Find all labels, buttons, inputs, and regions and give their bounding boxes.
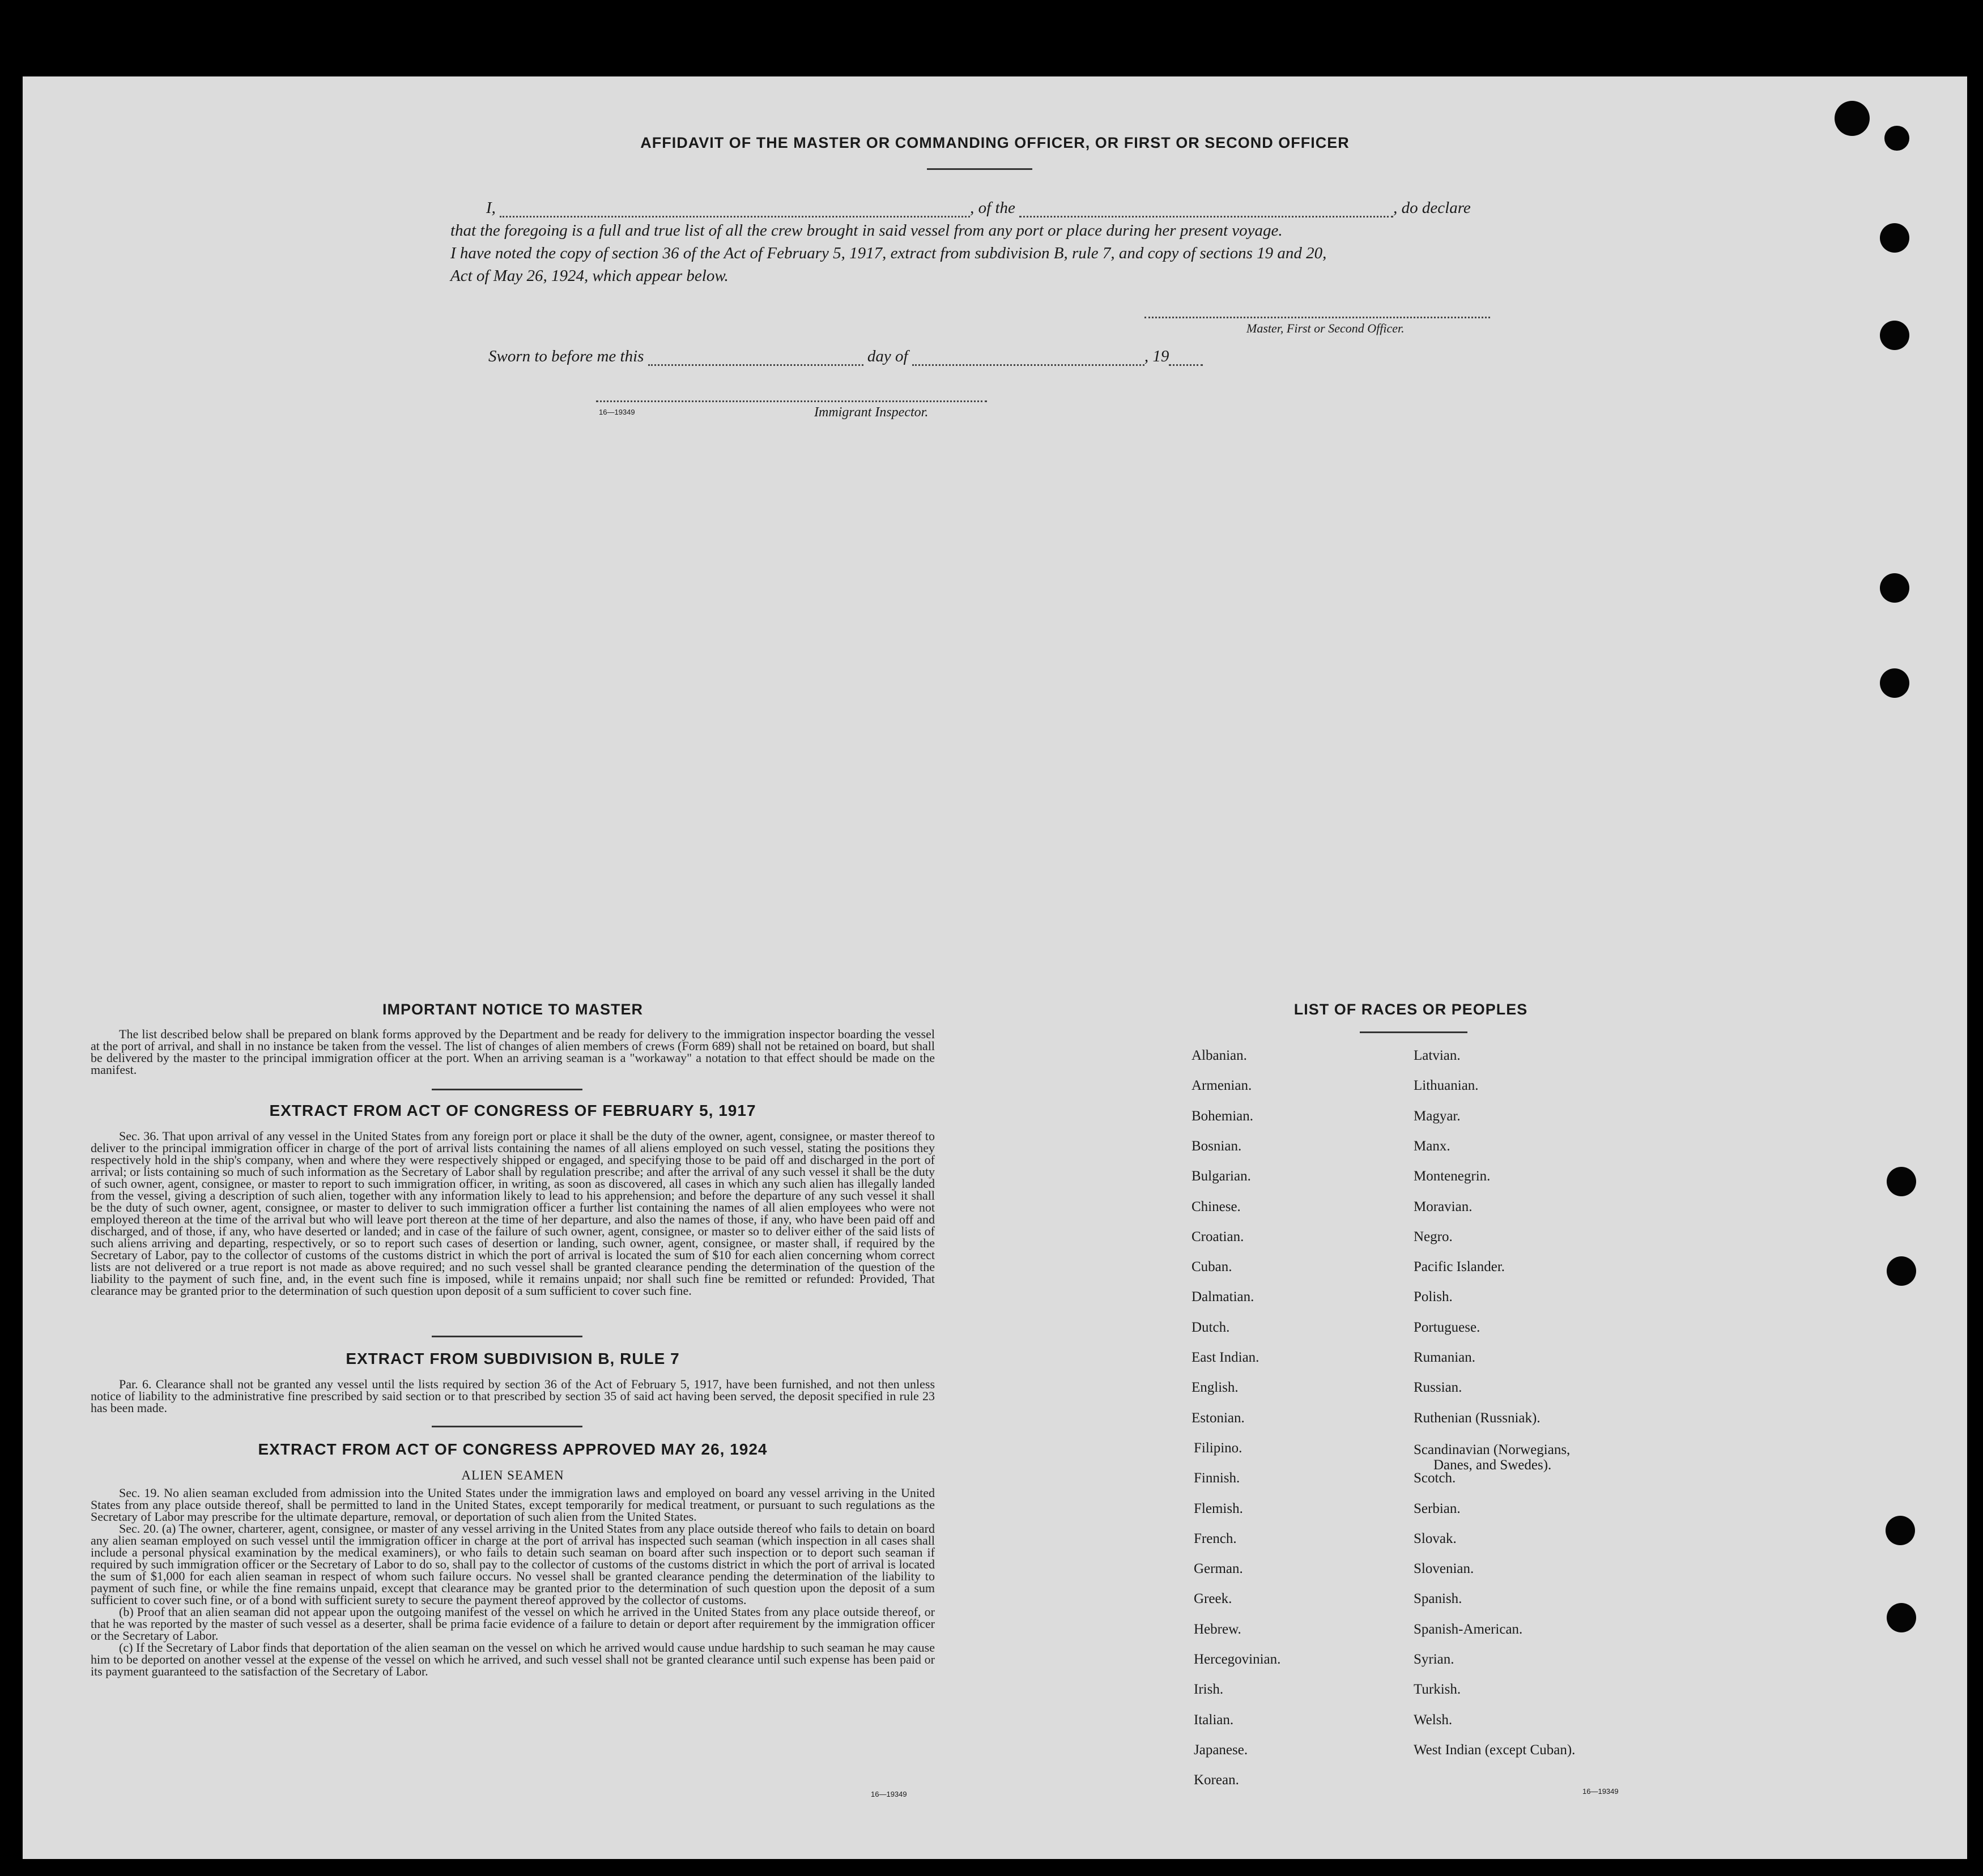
race-item: Albanian. <box>1191 1048 1247 1063</box>
extract-1924-subtitle: ALIEN SEAMEN <box>461 1468 564 1482</box>
race-item: Spanish. <box>1414 1591 1462 1607</box>
vessel-blank <box>1019 216 1393 218</box>
race-item: Armenian. <box>1191 1078 1252 1094</box>
race-item: Russian. <box>1414 1380 1462 1396</box>
race-item: Slovenian. <box>1414 1561 1474 1577</box>
extract-1924-text: Sec. 19. No alien seaman excluded from admission into the United States under the immigration laws and employed on board any vessel arriving in the United States from any place outside thereof, shall be permitted to land in the United States, except temporarily for medical treatment, or pursuant to such regulations as the Secretary of Labor may prescribe for the ultimate departure, removal, or deportation of such alien from the United States. Sec. 20. (a) The owner, charterer, agent, consignee, or master of any vessel arriving in the United States from any place outside thereof who fails to detain on board any alien seaman employed on such vessel until the immigration officer in charge at the port of arrival has inspected such seaman (which inspection in all cases shall include a personal physical examination by the medical examiners), or who fails to detain such seaman on board after such inspection or to deport such seaman if required by such immigration officer or the Secretary of Labor to do so, shall pay to the collector of customs of the customs district in which the port of arrival is located the sum of $1,000 for each alien seaman in respect of whom such failure occurs. No vessel shall be granted clearance pending the determination of the liability to payment of such fine, or while the fine remains unpaid, except that clearance may be granted prior to the determination of such question upon the deposit of a sum sufficient to cover such fine, or of a bond with sufficient surety to secure the payment thereof approved by the collector of customs. (b) Proof that an alien seaman did not appear upon the outgoing manifest of the vessel on which he arrived in the United States from any place outside thereof, or that he was reported by the master of such vessel as a deserter, shall be prima facie evidence of a failure to detain or deport after requirement by the immigration officer or the Secretary of Labor. (c) If the Secretary of Labor finds that deportation of the alien seaman on the vessel on which he arrived would cause undue hardship to such seaman he may cause him to be deported on another vessel at the expense of the vessel on which he arrived, and such vessel shall not be granted clearance until such expense has been paid or its payment guaranteed to the satisfaction of the Secretary of Labor. <box>91 1486 935 1678</box>
race-item: Portuguese. <box>1414 1319 1480 1335</box>
name-blank <box>500 216 970 218</box>
race-item: Scandinavian (Norwegians, <box>1414 1442 1571 1457</box>
race-item: Greek. <box>1194 1591 1232 1607</box>
sworn-year-blank <box>1169 364 1203 366</box>
affidavit-line-4: Act of May 26, 1924, which appear below. <box>450 267 729 285</box>
master-signature-line <box>1144 317 1490 318</box>
race-item: Hebrew. <box>1194 1621 1241 1637</box>
race-item: Croatian. <box>1191 1229 1244 1244</box>
sworn-line: Sworn to before me this day of , 19 <box>488 347 1203 366</box>
punch-hole-5 <box>1887 1167 1916 1196</box>
race-item: Chinese. <box>1191 1199 1241 1214</box>
divider-2 <box>432 1336 582 1337</box>
affidavit-line-2: that the foregoing is a full and true list of all the crew brought in said vessel from any port or place during her present voyage. <box>450 221 1283 240</box>
race-item: Bosnian. <box>1191 1138 1242 1154</box>
affidavit-line-3: I have noted the copy of section 36 of the Act of February 5, 1917, extract from subdivision B, rule 7, and copy of sections 19 and 20, <box>450 244 1327 262</box>
sworn-month-blank <box>912 364 1144 366</box>
divider-1 <box>432 1089 582 1090</box>
inspector-signature-line <box>596 400 987 402</box>
form-number-left: 16—19349 <box>871 1790 907 1798</box>
race-item: Spanish-American. <box>1414 1621 1523 1637</box>
sworn-day-blank <box>648 364 863 366</box>
race-item: Turkish. <box>1414 1682 1461 1698</box>
form-number-top: 16—19349 <box>599 408 635 416</box>
affidavit-title: AFFIDAVIT OF THE MASTER OR COMMANDING OFFICER, OR FIRST OR SECOND OFFICER <box>640 134 1350 151</box>
race-item: Hercegovinian. <box>1194 1652 1281 1667</box>
notice-text: The list described below shall be prepared on blank forms approved by the Department and be ready for delivery to the immigration inspector boarding the vessel at the port of arrival, and shall in no instance be taken from the vessel. The list of changes of alien members of crews (Form 689) shall not be retained on board, but shall be delivered by the master to the principal immigration officer at the port. When an arriving seaman is a "workaway" a notation to that effect should be made on the manifest. <box>91 1027 935 1077</box>
races-title-rule <box>1360 1031 1467 1033</box>
race-item: Lithuanian. <box>1414 1078 1479 1094</box>
ink-blot <box>1835 101 1870 136</box>
race-item: Cuban. <box>1191 1259 1232 1275</box>
affidavit-title-rule <box>927 168 1032 170</box>
race-item: Negro. <box>1414 1229 1453 1244</box>
race-item: Irish. <box>1194 1682 1224 1698</box>
race-item: Danes, and Swedes). <box>1433 1457 1552 1473</box>
race-item: Rumanian. <box>1414 1350 1476 1365</box>
race-item: Scotch. <box>1414 1470 1456 1486</box>
affidavit-line-1: I, , of the , do declare <box>486 199 1471 217</box>
race-item: Italian. <box>1194 1712 1234 1728</box>
race-item: Korean. <box>1194 1772 1239 1788</box>
race-item: Welsh. <box>1414 1712 1453 1728</box>
race-item: Filipino. <box>1194 1440 1242 1456</box>
subdivision-title: EXTRACT FROM SUBDIVISION B, RULE 7 <box>346 1350 680 1367</box>
extract-1924-title: EXTRACT FROM ACT OF CONGRESS APPROVED MAY 26, 1924 <box>258 1440 768 1458</box>
inspector-caption: Immigrant Inspector. <box>814 405 929 420</box>
divider-3 <box>432 1426 582 1427</box>
ink-blot-2 <box>1884 126 1909 151</box>
race-item: Flemish. <box>1194 1500 1243 1516</box>
race-item: Finnish. <box>1194 1470 1240 1486</box>
races-title: LIST OF RACES OR PEOPLES <box>1293 1001 1528 1018</box>
punch-hole-1 <box>1880 223 1909 253</box>
race-item: Latvian. <box>1414 1048 1461 1063</box>
race-item: Ruthenian (Russniak). <box>1414 1410 1541 1426</box>
punch-hole-4 <box>1880 668 1909 698</box>
race-item: English. <box>1191 1380 1239 1396</box>
subdivision-text: Par. 6. Clearance shall not be granted any vessel until the lists required by section 36 of the Act of February 5, 1917, have been furnished, and not then unless notice of liability to the administrative fine prescribed by said section or to that prescribed by section 35 of said act having been served, the deposit specified in rule 23 has been made. <box>91 1377 935 1415</box>
race-item: Manx. <box>1414 1138 1450 1154</box>
document-page <box>23 76 1967 1859</box>
punch-hole-6 <box>1887 1256 1916 1286</box>
race-item: Bulgarian. <box>1191 1169 1251 1184</box>
master-signature-caption: Master, First or Second Officer. <box>1246 321 1405 335</box>
race-item: Estonian. <box>1191 1410 1245 1426</box>
race-item: Moravian. <box>1414 1199 1473 1214</box>
race-item: German. <box>1194 1561 1243 1577</box>
race-item: Syrian. <box>1414 1652 1454 1667</box>
race-item: Dalmatian. <box>1191 1289 1254 1305</box>
punch-hole-3 <box>1880 573 1909 603</box>
race-item: Dutch. <box>1191 1319 1230 1335</box>
race-item: Pacific Islander. <box>1414 1259 1505 1275</box>
extract-1917-text: Sec. 36. That upon arrival of any vessel in the United States from any foreign port or place it shall be the duty of the owner, agent, consignee, or master thereof to deliver to the principal immigration officer in charge of the port of arrival lists containing the names of all aliens employed on such vessel, stating the positions they respectively hold in the ship's company, when and where they were respectively shipped or engaged, and specifying those to be paid off and discharged in the port of arrival; or lists containing so much of such information as the Secretary of Labor shall by regulation prescribe; and after the arrival of any such vessel it shall be the duty of such owner, agent, consignee, or master to report to such immigration officer, in writing, as soon as discovered, all cases in which any such alien has illegally landed from the vessel, giving a description of such alien, together with any information likely to lead to his apprehension; and before the departure of any such vessel it shall be the duty of such owner, agent, consignee, or master to deliver to such immigration officer a further list containing the names of all alien employees who were not employed thereon at the time of the arrival but who will leave port thereon at the time of her departure, and also the names of those, if any, who have been paid off and discharged, and of those, if any, who have deserted or landed; and in case of the failure of such owner, agent, consignee, or master so to deliver either of the said lists of such aliens arriving and departing, respectively, or so to report such cases of desertion or landing, such owner, agent, consignee, or master shall, if required by the Secretary of Labor, pay to the collector of customs of the customs district in which the port of arrival is located the sum of $10 for each alien concerning whom correct lists are not delivered or a true report is not made as above required; and no such vessel shall be granted clearance pending the determination of the question of the liability to the payment of such fine, and, in the event such fine is imposed, while it remains unpaid; nor shall such fine be remitted or refunded: Provided, That clearance may be granted prior to the determination of such question upon deposit of a sum sufficient to cover such fine. <box>91 1129 935 1298</box>
race-item: Slovak. <box>1414 1530 1457 1546</box>
punch-hole-8 <box>1887 1603 1916 1632</box>
race-item: Bohemian. <box>1191 1108 1254 1124</box>
race-item: East Indian. <box>1191 1350 1259 1365</box>
race-item: Polish. <box>1414 1289 1453 1305</box>
punch-hole-7 <box>1886 1516 1915 1545</box>
form-number-right: 16—19349 <box>1582 1787 1619 1796</box>
race-item: French. <box>1194 1530 1237 1546</box>
punch-hole-2 <box>1880 321 1909 350</box>
race-item: Montenegrin. <box>1414 1169 1491 1184</box>
extract-1917-title: EXTRACT FROM ACT OF CONGRESS OF FEBRUARY 5, 1917 <box>269 1102 756 1119</box>
race-item: Japanese. <box>1194 1742 1248 1758</box>
notice-title: IMPORTANT NOTICE TO MASTER <box>382 1001 643 1018</box>
race-item: West Indian (except Cuban). <box>1414 1742 1576 1758</box>
race-item: Serbian. <box>1414 1500 1461 1516</box>
race-item: Magyar. <box>1414 1108 1461 1124</box>
